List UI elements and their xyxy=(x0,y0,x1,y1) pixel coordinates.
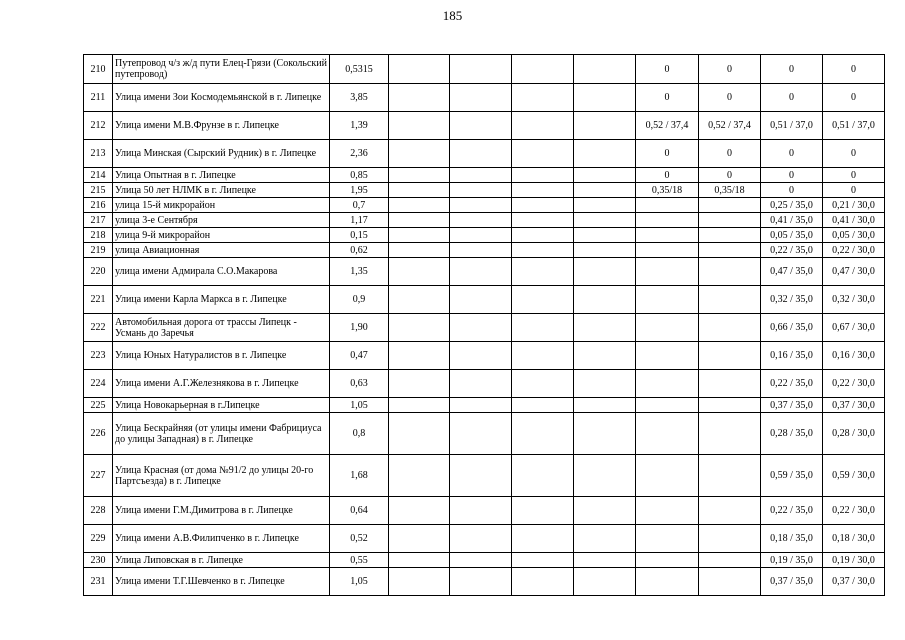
value-cell: 0,18 / 35,0 xyxy=(761,525,823,553)
row-number: 211 xyxy=(84,84,113,112)
road-length: 0,55 xyxy=(330,553,389,568)
road-name: Улица Новокарьерная в г.Липецке xyxy=(113,398,330,413)
value-cell xyxy=(699,314,761,342)
table-row xyxy=(84,525,885,553)
table-row xyxy=(84,286,885,314)
value-cell xyxy=(699,228,761,243)
value-cell xyxy=(574,314,636,342)
value-cell: 0 xyxy=(823,55,885,84)
table-row xyxy=(84,455,885,497)
value-cell xyxy=(450,198,512,213)
value-cell: 0,05 / 30,0 xyxy=(823,228,885,243)
table-row xyxy=(84,55,885,84)
value-cell: 0 xyxy=(699,55,761,84)
value-cell: 0,22 / 30,0 xyxy=(823,370,885,398)
row-number: 212 xyxy=(84,112,113,140)
value-cell xyxy=(574,553,636,568)
row-number: 219 xyxy=(84,243,113,258)
value-cell xyxy=(574,342,636,370)
table-row xyxy=(84,112,885,140)
value-cell xyxy=(574,183,636,198)
value-cell xyxy=(450,497,512,525)
value-cell xyxy=(512,525,574,553)
value-cell xyxy=(389,286,450,314)
value-cell xyxy=(389,497,450,525)
value-cell xyxy=(450,228,512,243)
value-cell xyxy=(512,168,574,183)
value-cell xyxy=(636,228,699,243)
road-name: улица 9-й микрорайон xyxy=(113,228,330,243)
value-cell xyxy=(389,314,450,342)
road-length: 1,68 xyxy=(330,455,389,497)
value-cell xyxy=(389,168,450,183)
value-cell: 0 xyxy=(699,168,761,183)
row-number: 220 xyxy=(84,258,113,286)
value-cell: 0,22 / 35,0 xyxy=(761,243,823,258)
value-cell xyxy=(450,370,512,398)
road-name: Улица Липовская в г. Липецке xyxy=(113,553,330,568)
table-row xyxy=(84,228,885,243)
row-number: 229 xyxy=(84,525,113,553)
road-length: 1,90 xyxy=(330,314,389,342)
value-cell xyxy=(512,398,574,413)
value-cell xyxy=(636,258,699,286)
row-number: 218 xyxy=(84,228,113,243)
value-cell xyxy=(636,243,699,258)
value-cell: 0,59 / 30,0 xyxy=(823,455,885,497)
value-cell xyxy=(636,314,699,342)
value-cell xyxy=(450,55,512,84)
value-cell xyxy=(389,112,450,140)
value-cell xyxy=(699,370,761,398)
value-cell: 0,18 / 30,0 xyxy=(823,525,885,553)
value-cell xyxy=(574,198,636,213)
value-cell xyxy=(450,342,512,370)
row-number: 210 xyxy=(84,55,113,84)
value-cell xyxy=(450,553,512,568)
value-cell: 0,22 / 30,0 xyxy=(823,243,885,258)
value-cell: 0,52 / 37,4 xyxy=(636,112,699,140)
value-cell xyxy=(636,553,699,568)
value-cell xyxy=(512,243,574,258)
value-cell xyxy=(512,413,574,455)
value-cell xyxy=(450,213,512,228)
row-number: 224 xyxy=(84,370,113,398)
value-cell xyxy=(389,553,450,568)
table-row xyxy=(84,183,885,198)
value-cell xyxy=(636,497,699,525)
value-cell xyxy=(389,198,450,213)
road-length: 1,05 xyxy=(330,398,389,413)
value-cell xyxy=(450,568,512,596)
road-length: 1,05 xyxy=(330,568,389,596)
value-cell xyxy=(636,455,699,497)
value-cell: 0 xyxy=(823,183,885,198)
table-row xyxy=(84,140,885,168)
value-cell: 0,52 / 37,4 xyxy=(699,112,761,140)
value-cell: 0,21 / 30,0 xyxy=(823,198,885,213)
road-name: Улица Красная (от дома №91/2 до улицы 20-го Партсъезда) в г. Липецке xyxy=(113,455,330,497)
road-name: Путепровод ч/з ж/д пути Елец-Грязи (Сокольский путепровод) xyxy=(113,55,330,84)
value-cell xyxy=(699,258,761,286)
road-name: Улица Бескрайняя (от улицы имени Фабрициуса до улицы Западная) в г. Липецке xyxy=(113,413,330,455)
value-cell: 0 xyxy=(699,84,761,112)
value-cell xyxy=(699,213,761,228)
road-name: улица Авиационная xyxy=(113,243,330,258)
value-cell xyxy=(450,525,512,553)
road-length: 1,35 xyxy=(330,258,389,286)
value-cell: 0,37 / 30,0 xyxy=(823,398,885,413)
road-length: 3,85 xyxy=(330,84,389,112)
value-cell xyxy=(389,455,450,497)
value-cell: 0,32 / 35,0 xyxy=(761,286,823,314)
value-cell xyxy=(636,342,699,370)
value-cell xyxy=(450,413,512,455)
value-cell xyxy=(699,525,761,553)
value-cell xyxy=(574,568,636,596)
road-name: Улица имени Г.М.Димитрова в г. Липецке xyxy=(113,497,330,525)
value-cell: 0 xyxy=(823,168,885,183)
value-cell xyxy=(699,243,761,258)
value-cell: 0 xyxy=(761,140,823,168)
value-cell: 0,22 / 35,0 xyxy=(761,370,823,398)
value-cell: 0,41 / 35,0 xyxy=(761,213,823,228)
road-name: Улица имени Т.Г.Шевченко в г. Липецке xyxy=(113,568,330,596)
table-row xyxy=(84,553,885,568)
value-cell xyxy=(450,258,512,286)
road-name: Улица имени Карла Маркса в г. Липецке xyxy=(113,286,330,314)
value-cell xyxy=(636,213,699,228)
value-cell xyxy=(636,568,699,596)
road-length: 0,85 xyxy=(330,168,389,183)
value-cell: 0 xyxy=(636,55,699,84)
road-name: Улица Опытная в г. Липецке xyxy=(113,168,330,183)
value-cell xyxy=(512,84,574,112)
value-cell xyxy=(450,168,512,183)
road-name: Улица имени Зои Космодемьянской в г. Липецке xyxy=(113,84,330,112)
value-cell: 0,32 / 30,0 xyxy=(823,286,885,314)
value-cell xyxy=(512,314,574,342)
table-row xyxy=(84,342,885,370)
row-number: 227 xyxy=(84,455,113,497)
road-length: 0,9 xyxy=(330,286,389,314)
value-cell xyxy=(636,370,699,398)
row-number: 213 xyxy=(84,140,113,168)
value-cell xyxy=(512,198,574,213)
value-cell: 0,19 / 30,0 xyxy=(823,553,885,568)
road-length: 0,64 xyxy=(330,497,389,525)
value-cell xyxy=(389,228,450,243)
value-cell: 0,47 / 30,0 xyxy=(823,258,885,286)
value-cell xyxy=(636,525,699,553)
table-row xyxy=(84,568,885,596)
value-cell xyxy=(389,140,450,168)
value-cell: 0 xyxy=(761,183,823,198)
value-cell: 0,47 / 35,0 xyxy=(761,258,823,286)
row-number: 230 xyxy=(84,553,113,568)
roads-table xyxy=(83,54,885,596)
table-row xyxy=(84,258,885,286)
value-cell xyxy=(389,213,450,228)
value-cell xyxy=(512,553,574,568)
value-cell xyxy=(450,84,512,112)
road-length: 0,62 xyxy=(330,243,389,258)
value-cell xyxy=(699,497,761,525)
value-cell xyxy=(574,398,636,413)
value-cell: 0,16 / 30,0 xyxy=(823,342,885,370)
value-cell xyxy=(450,183,512,198)
value-cell xyxy=(699,455,761,497)
road-name: Улица имени А.В.Филипченко в г. Липецке xyxy=(113,525,330,553)
value-cell xyxy=(574,455,636,497)
road-name: улица имени Адмирала С.О.Макарова xyxy=(113,258,330,286)
row-number: 217 xyxy=(84,213,113,228)
value-cell xyxy=(450,243,512,258)
value-cell xyxy=(450,140,512,168)
row-number: 222 xyxy=(84,314,113,342)
value-cell xyxy=(512,112,574,140)
value-cell: 0 xyxy=(823,84,885,112)
value-cell: 0,22 / 35,0 xyxy=(761,497,823,525)
value-cell xyxy=(512,55,574,84)
row-number: 231 xyxy=(84,568,113,596)
road-name: Улица Юных Натуралистов в г. Липецке xyxy=(113,342,330,370)
value-cell: 0,25 / 35,0 xyxy=(761,198,823,213)
value-cell xyxy=(636,198,699,213)
road-length: 0,8 xyxy=(330,413,389,455)
road-name: Улица имени М.В.Фрунзе в г. Липецке xyxy=(113,112,330,140)
value-cell xyxy=(699,342,761,370)
value-cell xyxy=(389,243,450,258)
value-cell xyxy=(450,398,512,413)
value-cell xyxy=(574,168,636,183)
road-length: 0,5315 xyxy=(330,55,389,84)
value-cell xyxy=(574,258,636,286)
road-length: 2,36 xyxy=(330,140,389,168)
value-cell xyxy=(450,455,512,497)
value-cell: 0,16 / 35,0 xyxy=(761,342,823,370)
table-row xyxy=(84,413,885,455)
road-length: 0,15 xyxy=(330,228,389,243)
value-cell xyxy=(574,525,636,553)
value-cell: 0,37 / 30,0 xyxy=(823,568,885,596)
value-cell xyxy=(389,398,450,413)
value-cell: 0,67 / 30,0 xyxy=(823,314,885,342)
value-cell: 0 xyxy=(636,140,699,168)
value-cell: 0,37 / 35,0 xyxy=(761,398,823,413)
value-cell xyxy=(574,112,636,140)
table-row xyxy=(84,314,885,342)
value-cell: 0,41 / 30,0 xyxy=(823,213,885,228)
value-cell: 0,35/18 xyxy=(636,183,699,198)
table-row xyxy=(84,497,885,525)
value-cell xyxy=(574,228,636,243)
value-cell xyxy=(512,258,574,286)
value-cell: 0,28 / 35,0 xyxy=(761,413,823,455)
value-cell xyxy=(574,243,636,258)
row-number: 228 xyxy=(84,497,113,525)
value-cell: 0,22 / 30,0 xyxy=(823,497,885,525)
value-cell xyxy=(699,198,761,213)
page-number: 185 xyxy=(442,8,463,23)
road-length: 1,17 xyxy=(330,213,389,228)
value-cell: 0,59 / 35,0 xyxy=(761,455,823,497)
value-cell xyxy=(450,286,512,314)
road-length: 0,47 xyxy=(330,342,389,370)
value-cell xyxy=(389,342,450,370)
value-cell: 0,19 / 35,0 xyxy=(761,553,823,568)
value-cell: 0 xyxy=(636,84,699,112)
value-cell xyxy=(512,183,574,198)
value-cell xyxy=(699,286,761,314)
value-cell: 0 xyxy=(761,168,823,183)
value-cell: 0 xyxy=(761,84,823,112)
table-row xyxy=(84,84,885,112)
value-cell xyxy=(512,568,574,596)
value-cell xyxy=(512,140,574,168)
value-cell: 0,51 / 37,0 xyxy=(823,112,885,140)
table-row xyxy=(84,243,885,258)
value-cell xyxy=(574,370,636,398)
value-cell xyxy=(512,286,574,314)
road-name: улица 15-й микрорайон xyxy=(113,198,330,213)
value-cell xyxy=(699,398,761,413)
value-cell xyxy=(512,228,574,243)
table-row xyxy=(84,198,885,213)
value-cell xyxy=(699,413,761,455)
table-body xyxy=(84,55,885,596)
value-cell xyxy=(636,413,699,455)
value-cell: 0,51 / 37,0 xyxy=(761,112,823,140)
value-cell xyxy=(636,398,699,413)
road-name: Автомобильная дорога от трассы Липецк - Усмань до Заречья xyxy=(113,314,330,342)
value-cell xyxy=(389,258,450,286)
value-cell: 0 xyxy=(823,140,885,168)
value-cell: 0,66 / 35,0 xyxy=(761,314,823,342)
row-number: 225 xyxy=(84,398,113,413)
value-cell xyxy=(450,314,512,342)
road-length: 0,7 xyxy=(330,198,389,213)
table-row xyxy=(84,370,885,398)
value-cell xyxy=(574,413,636,455)
value-cell xyxy=(512,370,574,398)
value-cell xyxy=(512,497,574,525)
value-cell xyxy=(574,497,636,525)
road-length: 0,52 xyxy=(330,525,389,553)
row-number: 215 xyxy=(84,183,113,198)
row-number: 226 xyxy=(84,413,113,455)
table-row xyxy=(84,168,885,183)
value-cell: 0,05 / 35,0 xyxy=(761,228,823,243)
road-length: 1,95 xyxy=(330,183,389,198)
value-cell xyxy=(699,553,761,568)
value-cell xyxy=(389,568,450,596)
value-cell xyxy=(574,213,636,228)
value-cell xyxy=(574,55,636,84)
road-name: Улица Минская (Сырский Рудник) в г. Липецке xyxy=(113,140,330,168)
value-cell xyxy=(450,112,512,140)
value-cell xyxy=(389,55,450,84)
value-cell xyxy=(636,286,699,314)
value-cell xyxy=(389,413,450,455)
row-number: 223 xyxy=(84,342,113,370)
value-cell xyxy=(574,84,636,112)
value-cell: 0,35/18 xyxy=(699,183,761,198)
value-cell xyxy=(389,525,450,553)
value-cell: 0 xyxy=(636,168,699,183)
road-name: Улица имени А.Г.Железнякова в г. Липецке xyxy=(113,370,330,398)
value-cell: 0,37 / 35,0 xyxy=(761,568,823,596)
value-cell xyxy=(389,370,450,398)
row-number: 221 xyxy=(84,286,113,314)
road-name: Улица 50 лет НЛМК в г. Липецке xyxy=(113,183,330,198)
row-number: 216 xyxy=(84,198,113,213)
value-cell xyxy=(512,455,574,497)
value-cell: 0 xyxy=(761,55,823,84)
value-cell xyxy=(574,286,636,314)
value-cell: 0 xyxy=(699,140,761,168)
value-cell: 0,28 / 30,0 xyxy=(823,413,885,455)
value-cell xyxy=(574,140,636,168)
value-cell xyxy=(512,213,574,228)
row-number: 214 xyxy=(84,168,113,183)
value-cell xyxy=(389,84,450,112)
value-cell xyxy=(512,342,574,370)
road-length: 0,63 xyxy=(330,370,389,398)
value-cell xyxy=(699,568,761,596)
value-cell xyxy=(389,183,450,198)
table-row xyxy=(84,398,885,413)
road-name: улица 3-е Сентября xyxy=(113,213,330,228)
table-row xyxy=(84,213,885,228)
road-length: 1,39 xyxy=(330,112,389,140)
